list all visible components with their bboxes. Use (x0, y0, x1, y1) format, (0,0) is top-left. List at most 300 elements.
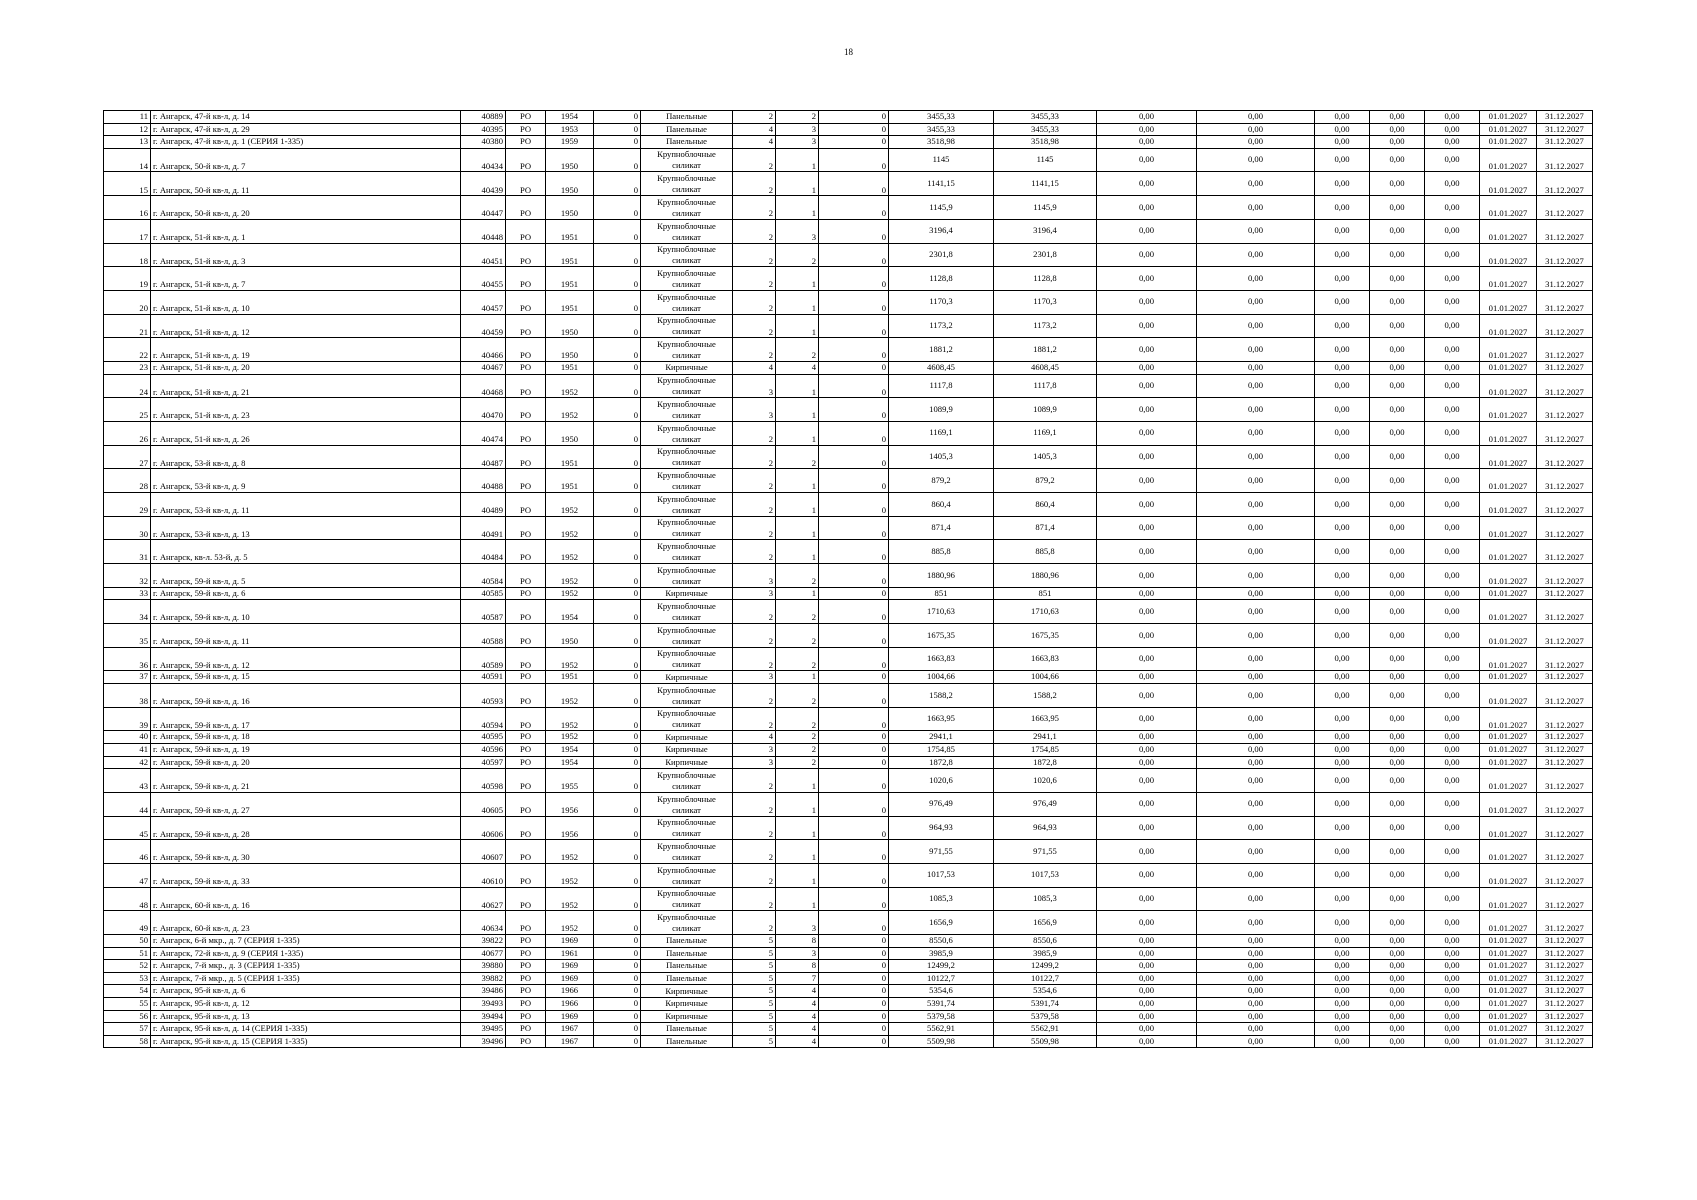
cell-total-area: 1405,3 (889, 445, 994, 469)
cell-cost-4: 0,00 (1370, 684, 1425, 708)
cell-cost-2: 0,00 (1197, 840, 1315, 864)
cell-house-id: 40448 (461, 219, 506, 243)
cell-floors: 5 (733, 985, 776, 998)
cell-cost-4: 0,00 (1370, 111, 1425, 124)
cell-commission-year: 0 (594, 600, 641, 624)
cell-extra-count: 0 (819, 1010, 889, 1023)
cell-cost-2: 0,00 (1197, 756, 1315, 769)
table-row (104, 756, 1593, 769)
cell-cost-1: 0,00 (1097, 911, 1197, 935)
cell-cost-1: 0,00 (1097, 1010, 1197, 1023)
cell-fund-type: РО (506, 960, 546, 973)
cell-cost-3: 0,00 (1315, 136, 1370, 149)
cell-house-id: 40627 (461, 887, 506, 911)
cell-cost-3: 0,00 (1315, 338, 1370, 362)
cell-cost-5: 0,00 (1425, 374, 1480, 398)
cell-cost-1: 0,00 (1097, 731, 1197, 744)
cell-house-id: 40395 (461, 123, 506, 136)
cell-extra-count: 0 (819, 600, 889, 624)
cell-row-number: 32 (104, 564, 151, 588)
cell-total-area: 1173,2 (889, 314, 994, 338)
cell-end-date: 31.12.2027 (1537, 624, 1593, 648)
cell-cost-2: 0,00 (1197, 493, 1315, 517)
cell-entrances: 4 (776, 985, 819, 998)
cell-cost-5: 0,00 (1425, 516, 1480, 540)
cell-fund-type: РО (506, 243, 546, 267)
cell-total-area: 1085,3 (889, 887, 994, 911)
cell-living-area: 1145,9 (994, 196, 1097, 220)
cell-cost-5: 0,00 (1425, 684, 1480, 708)
cell-cost-1: 0,00 (1097, 972, 1197, 985)
cell-wall-material: Панельные (641, 947, 733, 960)
cell-house-id: 40380 (461, 136, 506, 149)
cell-entrances: 1 (776, 314, 819, 338)
cell-living-area: 2301,8 (994, 243, 1097, 267)
cell-cost-3: 0,00 (1315, 219, 1370, 243)
cell-commission-year: 0 (594, 972, 641, 985)
cell-cost-1: 0,00 (1097, 816, 1197, 840)
cell-start-date: 01.01.2027 (1480, 196, 1537, 220)
cell-cost-5: 0,00 (1425, 290, 1480, 314)
cell-commission-year: 0 (594, 1023, 641, 1036)
cell-build-year: 1969 (546, 960, 594, 973)
cell-extra-count: 0 (819, 756, 889, 769)
cell-row-number: 24 (104, 374, 151, 398)
cell-entrances: 1 (776, 887, 819, 911)
cell-wall-material: Крупноблочные силикат (641, 445, 733, 469)
cell-cost-4: 0,00 (1370, 123, 1425, 136)
cell-extra-count: 0 (819, 960, 889, 973)
cell-cost-3: 0,00 (1315, 647, 1370, 671)
cell-end-date: 31.12.2027 (1537, 985, 1593, 998)
cell-address: г. Ангарск, 60-й кв-л, д. 16 (151, 887, 461, 911)
cell-house-id: 40585 (461, 587, 506, 600)
cell-row-number: 48 (104, 887, 151, 911)
cell-cost-5: 0,00 (1425, 887, 1480, 911)
cell-commission-year: 0 (594, 934, 641, 947)
cell-cost-4: 0,00 (1370, 493, 1425, 517)
table-row (104, 684, 1593, 708)
cell-cost-2: 0,00 (1197, 960, 1315, 973)
cell-cost-2: 0,00 (1197, 290, 1315, 314)
cell-address: г. Ангарск, 59-й кв-л, д. 11 (151, 624, 461, 648)
cell-extra-count: 0 (819, 792, 889, 816)
cell-cost-4: 0,00 (1370, 600, 1425, 624)
cell-start-date: 01.01.2027 (1480, 469, 1537, 493)
cell-floors: 5 (733, 972, 776, 985)
cell-floors: 2 (733, 338, 776, 362)
cell-address: г. Ангарск, 59-й кв-л, д. 12 (151, 647, 461, 671)
cell-row-number: 34 (104, 600, 151, 624)
cell-start-date: 01.01.2027 (1480, 374, 1537, 398)
cell-house-id: 40468 (461, 374, 506, 398)
cell-row-number: 22 (104, 338, 151, 362)
cell-house-id: 39494 (461, 1010, 506, 1023)
cell-build-year: 1953 (546, 123, 594, 136)
cell-floors: 2 (733, 421, 776, 445)
cell-cost-3: 0,00 (1315, 743, 1370, 756)
cell-address: г. Ангарск, 59-й кв-л, д. 15 (151, 671, 461, 684)
cell-commission-year: 0 (594, 398, 641, 422)
cell-cost-1: 0,00 (1097, 540, 1197, 564)
cell-cost-4: 0,00 (1370, 840, 1425, 864)
table-row (104, 564, 1593, 588)
cell-commission-year: 0 (594, 136, 641, 149)
cell-living-area: 12499,2 (994, 960, 1097, 973)
cell-entrances: 4 (776, 1035, 819, 1048)
cell-cost-4: 0,00 (1370, 148, 1425, 172)
cell-commission-year: 0 (594, 947, 641, 960)
cell-commission-year: 0 (594, 361, 641, 374)
cell-fund-type: РО (506, 863, 546, 887)
cell-extra-count: 0 (819, 684, 889, 708)
cell-extra-count: 0 (819, 148, 889, 172)
cell-start-date: 01.01.2027 (1480, 756, 1537, 769)
cell-living-area: 5562,91 (994, 1023, 1097, 1036)
cell-wall-material: Кирпичные (641, 743, 733, 756)
cell-cost-2: 0,00 (1197, 863, 1315, 887)
cell-end-date: 31.12.2027 (1537, 756, 1593, 769)
cell-living-area: 1656,9 (994, 911, 1097, 935)
cell-row-number: 21 (104, 314, 151, 338)
cell-cost-4: 0,00 (1370, 421, 1425, 445)
cell-address: г. Ангарск, 51-й кв-л, д. 23 (151, 398, 461, 422)
cell-start-date: 01.01.2027 (1480, 684, 1537, 708)
cell-row-number: 18 (104, 243, 151, 267)
cell-row-number: 41 (104, 743, 151, 756)
cell-cost-3: 0,00 (1315, 997, 1370, 1010)
cell-cost-2: 0,00 (1197, 743, 1315, 756)
cell-floors: 2 (733, 290, 776, 314)
cell-build-year: 1951 (546, 290, 594, 314)
cell-cost-3: 0,00 (1315, 947, 1370, 960)
cell-build-year: 1955 (546, 769, 594, 793)
cell-living-area: 1004,66 (994, 671, 1097, 684)
cell-row-number: 40 (104, 731, 151, 744)
cell-cost-4: 0,00 (1370, 540, 1425, 564)
cell-cost-1: 0,00 (1097, 314, 1197, 338)
table-row (104, 445, 1593, 469)
cell-address: г. Ангарск, 59-й кв-л, д. 28 (151, 816, 461, 840)
cell-floors: 2 (733, 769, 776, 793)
cell-cost-1: 0,00 (1097, 564, 1197, 588)
cell-floors: 3 (733, 398, 776, 422)
cell-build-year: 1952 (546, 516, 594, 540)
cell-wall-material: Крупноблочные силикат (641, 374, 733, 398)
cell-house-id: 40594 (461, 707, 506, 731)
cell-extra-count: 0 (819, 985, 889, 998)
cell-cost-5: 0,00 (1425, 972, 1480, 985)
cell-build-year: 1951 (546, 445, 594, 469)
cell-address: г. Ангарск, 59-й кв-л, д. 21 (151, 769, 461, 793)
cell-cost-2: 0,00 (1197, 647, 1315, 671)
cell-commission-year: 0 (594, 290, 641, 314)
cell-cost-4: 0,00 (1370, 671, 1425, 684)
cell-start-date: 01.01.2027 (1480, 172, 1537, 196)
cell-total-area: 1754,85 (889, 743, 994, 756)
cell-row-number: 58 (104, 1035, 151, 1048)
cell-build-year: 1950 (546, 172, 594, 196)
cell-extra-count: 0 (819, 516, 889, 540)
cell-cost-3: 0,00 (1315, 887, 1370, 911)
cell-cost-5: 0,00 (1425, 911, 1480, 935)
cell-address: г. Ангарск, 53-й кв-л, д. 11 (151, 493, 461, 517)
cell-house-id: 40466 (461, 338, 506, 362)
cell-total-area: 3985,9 (889, 947, 994, 960)
cell-row-number: 38 (104, 684, 151, 708)
cell-cost-2: 0,00 (1197, 707, 1315, 731)
cell-floors: 4 (733, 123, 776, 136)
cell-cost-3: 0,00 (1315, 731, 1370, 744)
cell-end-date: 31.12.2027 (1537, 769, 1593, 793)
cell-living-area: 879,2 (994, 469, 1097, 493)
cell-cost-1: 0,00 (1097, 290, 1197, 314)
cell-total-area: 5509,98 (889, 1035, 994, 1048)
cell-start-date: 01.01.2027 (1480, 421, 1537, 445)
cell-build-year: 1952 (546, 684, 594, 708)
cell-wall-material: Панельные (641, 972, 733, 985)
cell-cost-5: 0,00 (1425, 493, 1480, 517)
cell-start-date: 01.01.2027 (1480, 997, 1537, 1010)
cell-cost-1: 0,00 (1097, 769, 1197, 793)
cell-cost-3: 0,00 (1315, 564, 1370, 588)
cell-commission-year: 0 (594, 338, 641, 362)
cell-row-number: 27 (104, 445, 151, 469)
cell-fund-type: РО (506, 997, 546, 1010)
cell-cost-4: 0,00 (1370, 469, 1425, 493)
cell-fund-type: РО (506, 947, 546, 960)
table-row (104, 172, 1593, 196)
cell-cost-2: 0,00 (1197, 374, 1315, 398)
cell-build-year: 1952 (546, 540, 594, 564)
cell-total-area: 971,55 (889, 840, 994, 864)
cell-cost-5: 0,00 (1425, 469, 1480, 493)
cell-floors: 3 (733, 743, 776, 756)
cell-floors: 3 (733, 374, 776, 398)
cell-commission-year: 0 (594, 540, 641, 564)
cell-cost-4: 0,00 (1370, 1010, 1425, 1023)
cell-entrances: 1 (776, 816, 819, 840)
cell-wall-material: Крупноблочные силикат (641, 267, 733, 291)
cell-cost-1: 0,00 (1097, 756, 1197, 769)
cell-fund-type: РО (506, 769, 546, 793)
cell-extra-count: 0 (819, 743, 889, 756)
cell-wall-material: Панельные (641, 1035, 733, 1048)
cell-start-date: 01.01.2027 (1480, 587, 1537, 600)
cell-start-date: 01.01.2027 (1480, 314, 1537, 338)
cell-entrances: 3 (776, 947, 819, 960)
table-row (104, 792, 1593, 816)
cell-cost-2: 0,00 (1197, 469, 1315, 493)
cell-build-year: 1952 (546, 731, 594, 744)
cell-floors: 2 (733, 624, 776, 648)
table-row (104, 600, 1593, 624)
cell-fund-type: РО (506, 219, 546, 243)
cell-floors: 2 (733, 196, 776, 220)
cell-end-date: 31.12.2027 (1537, 863, 1593, 887)
table-row (104, 1035, 1593, 1048)
cell-row-number: 53 (104, 972, 151, 985)
cell-entrances: 4 (776, 997, 819, 1010)
cell-build-year: 1966 (546, 985, 594, 998)
cell-address: г. Ангарск, 51-й кв-л, д. 7 (151, 267, 461, 291)
table-row (104, 707, 1593, 731)
cell-floors: 2 (733, 314, 776, 338)
cell-floors: 2 (733, 792, 776, 816)
cell-start-date: 01.01.2027 (1480, 361, 1537, 374)
cell-floors: 2 (733, 816, 776, 840)
cell-fund-type: РО (506, 172, 546, 196)
cell-floors: 2 (733, 887, 776, 911)
cell-fund-type: РО (506, 911, 546, 935)
cell-total-area: 1710,63 (889, 600, 994, 624)
cell-build-year: 1952 (546, 887, 594, 911)
cell-total-area: 885,8 (889, 540, 994, 564)
cell-commission-year: 0 (594, 196, 641, 220)
cell-living-area: 5379,58 (994, 1010, 1097, 1023)
cell-cost-1: 0,00 (1097, 587, 1197, 600)
cell-entrances: 4 (776, 361, 819, 374)
cell-floors: 4 (733, 136, 776, 149)
cell-row-number: 23 (104, 361, 151, 374)
cell-wall-material: Крупноблочные силикат (641, 148, 733, 172)
cell-total-area: 1675,35 (889, 624, 994, 648)
cell-floors: 2 (733, 111, 776, 124)
cell-cost-4: 0,00 (1370, 314, 1425, 338)
cell-cost-2: 0,00 (1197, 911, 1315, 935)
cell-cost-5: 0,00 (1425, 196, 1480, 220)
cell-cost-2: 0,00 (1197, 624, 1315, 648)
cell-total-area: 10122,7 (889, 972, 994, 985)
cell-row-number: 14 (104, 148, 151, 172)
cell-extra-count: 0 (819, 671, 889, 684)
cell-commission-year: 0 (594, 731, 641, 744)
cell-wall-material: Крупноблочные силикат (641, 600, 733, 624)
cell-fund-type: РО (506, 361, 546, 374)
cell-address: г. Ангарск, 95-й кв-л, д. 15 (СЕРИЯ 1-335) (151, 1035, 461, 1048)
cell-cost-1: 0,00 (1097, 493, 1197, 517)
table-row (104, 290, 1593, 314)
table-row (104, 731, 1593, 744)
table-row (104, 863, 1593, 887)
cell-cost-1: 0,00 (1097, 647, 1197, 671)
cell-extra-count: 0 (819, 816, 889, 840)
cell-floors: 3 (733, 671, 776, 684)
cell-cost-1: 0,00 (1097, 172, 1197, 196)
cell-address: г. Ангарск, 59-й кв-л, д. 27 (151, 792, 461, 816)
cell-entrances: 2 (776, 707, 819, 731)
cell-start-date: 01.01.2027 (1480, 136, 1537, 149)
cell-cost-1: 0,00 (1097, 671, 1197, 684)
cell-entrances: 2 (776, 647, 819, 671)
cell-wall-material: Панельные (641, 111, 733, 124)
cell-cost-3: 0,00 (1315, 769, 1370, 793)
cell-living-area: 1675,35 (994, 624, 1097, 648)
cell-fund-type: РО (506, 123, 546, 136)
cell-end-date: 31.12.2027 (1537, 374, 1593, 398)
cell-wall-material: Кирпичные (641, 361, 733, 374)
cell-end-date: 31.12.2027 (1537, 707, 1593, 731)
cell-extra-count: 0 (819, 1023, 889, 1036)
cell-cost-5: 0,00 (1425, 338, 1480, 362)
cell-floors: 5 (733, 934, 776, 947)
cell-build-year: 1952 (546, 707, 594, 731)
cell-row-number: 20 (104, 290, 151, 314)
cell-start-date: 01.01.2027 (1480, 290, 1537, 314)
cell-cost-4: 0,00 (1370, 338, 1425, 362)
cell-cost-2: 0,00 (1197, 997, 1315, 1010)
cell-extra-count: 0 (819, 564, 889, 588)
cell-extra-count: 0 (819, 243, 889, 267)
cell-address: г. Ангарск, 50-й кв-л, д. 11 (151, 172, 461, 196)
cell-cost-1: 0,00 (1097, 516, 1197, 540)
cell-end-date: 31.12.2027 (1537, 1035, 1593, 1048)
cell-end-date: 31.12.2027 (1537, 123, 1593, 136)
cell-fund-type: РО (506, 445, 546, 469)
cell-house-id: 40451 (461, 243, 506, 267)
cell-build-year: 1952 (546, 398, 594, 422)
cell-house-id: 40488 (461, 469, 506, 493)
cell-cost-4: 0,00 (1370, 911, 1425, 935)
table-row (104, 243, 1593, 267)
cell-extra-count: 0 (819, 911, 889, 935)
cell-entrances: 1 (776, 398, 819, 422)
cell-cost-4: 0,00 (1370, 587, 1425, 600)
cell-build-year: 1966 (546, 997, 594, 1010)
cell-end-date: 31.12.2027 (1537, 671, 1593, 684)
cell-fund-type: РО (506, 516, 546, 540)
cell-start-date: 01.01.2027 (1480, 540, 1537, 564)
cell-floors: 2 (733, 493, 776, 517)
cell-cost-5: 0,00 (1425, 148, 1480, 172)
cell-living-area: 1588,2 (994, 684, 1097, 708)
cell-address: г. Ангарск, 51-й кв-л, д. 20 (151, 361, 461, 374)
cell-commission-year: 0 (594, 985, 641, 998)
cell-start-date: 01.01.2027 (1480, 1023, 1537, 1036)
cell-total-area: 851 (889, 587, 994, 600)
cell-build-year: 1950 (546, 338, 594, 362)
cell-cost-2: 0,00 (1197, 172, 1315, 196)
cell-fund-type: РО (506, 398, 546, 422)
cell-entrances: 8 (776, 934, 819, 947)
cell-living-area: 3518,98 (994, 136, 1097, 149)
cell-end-date: 31.12.2027 (1537, 516, 1593, 540)
cell-build-year: 1954 (546, 756, 594, 769)
cell-cost-3: 0,00 (1315, 123, 1370, 136)
cell-entrances: 1 (776, 374, 819, 398)
cell-cost-5: 0,00 (1425, 1035, 1480, 1048)
cell-fund-type: РО (506, 624, 546, 648)
cell-end-date: 31.12.2027 (1537, 564, 1593, 588)
cell-living-area: 1881,2 (994, 338, 1097, 362)
cell-cost-3: 0,00 (1315, 600, 1370, 624)
cell-cost-4: 0,00 (1370, 934, 1425, 947)
cell-row-number: 43 (104, 769, 151, 793)
cell-entrances: 3 (776, 219, 819, 243)
cell-build-year: 1950 (546, 314, 594, 338)
cell-entrances: 1 (776, 290, 819, 314)
cell-house-id: 39822 (461, 934, 506, 947)
cell-entrances: 4 (776, 1023, 819, 1036)
cell-extra-count: 0 (819, 136, 889, 149)
cell-row-number: 28 (104, 469, 151, 493)
cell-house-id: 39495 (461, 1023, 506, 1036)
cell-fund-type: РО (506, 731, 546, 744)
table-row (104, 911, 1593, 935)
cell-build-year: 1967 (546, 1023, 594, 1036)
cell-living-area: 1145 (994, 148, 1097, 172)
cell-row-number: 30 (104, 516, 151, 540)
